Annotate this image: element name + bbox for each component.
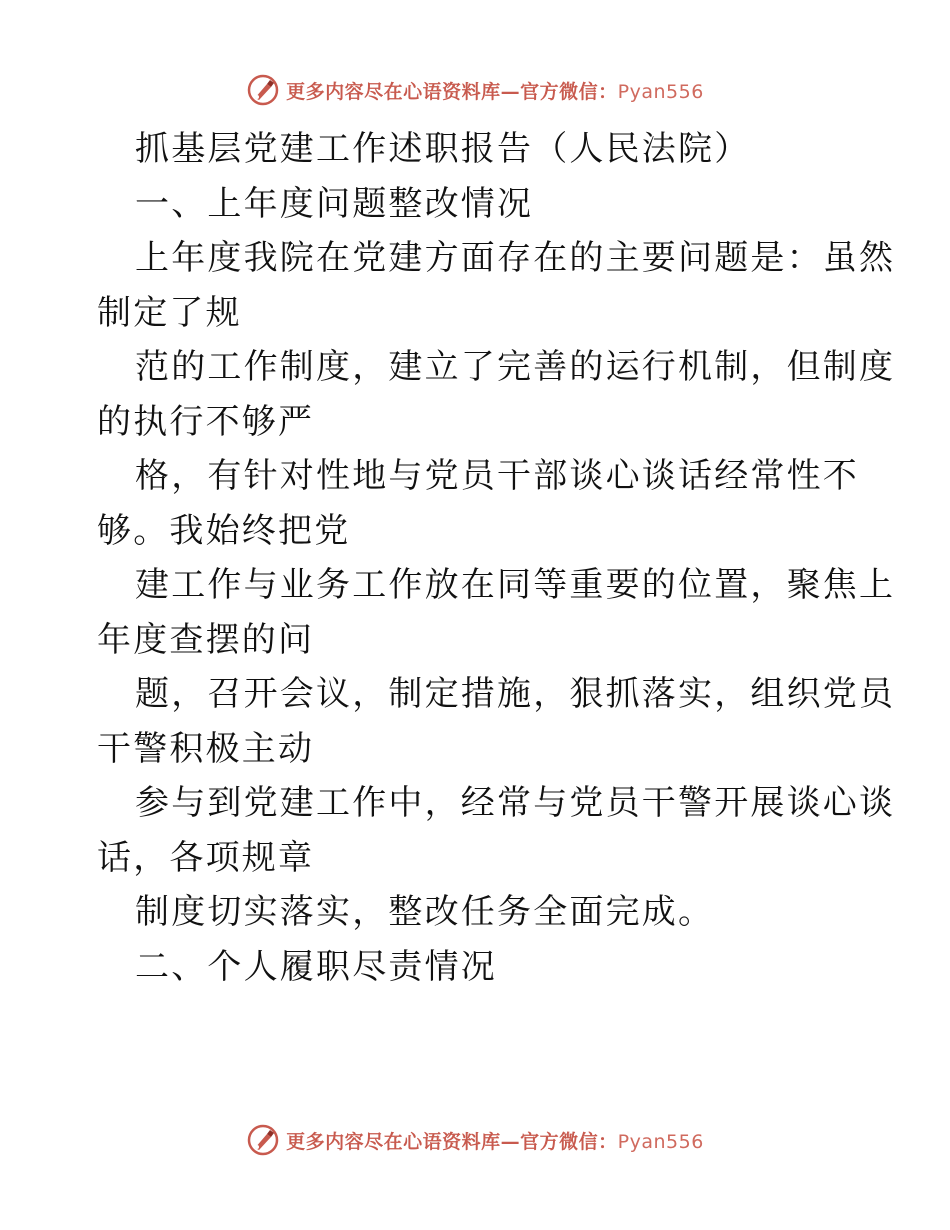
paragraph-line: 题，召开会议，制定措施，狠抓落实，组织党员: [135, 674, 896, 714]
paragraph-line: 够。我始终把党: [97, 510, 351, 551]
paragraph-line: 的执行不够严: [97, 401, 315, 442]
pen-nib-logo-icon: [246, 1123, 280, 1157]
header-wechat-id: Pyan556: [617, 80, 704, 103]
document-title: 抓基层党建工作述职报告（人民法院）: [135, 129, 751, 169]
paragraph-line: 格，有针对性地与党员干部谈心谈话经常性不: [135, 456, 859, 496]
paragraph-line: 制度切实落实，整改任务全面完成。: [135, 892, 715, 932]
paragraph-line: 干警积极主动: [97, 728, 315, 769]
footer-banner: [0, 1120, 950, 1160]
document-body: [97, 122, 896, 994]
header-banner: [0, 70, 950, 110]
footer-wechat-id: Pyan556: [617, 1130, 704, 1153]
paragraph-line: 建工作与业务工作放在同等重要的位置，聚焦上: [135, 565, 896, 605]
paragraph-line: 话，各项规章: [97, 837, 315, 878]
header-banner-text: 更多内容尽在心语资料库—官方微信：Pyan556: [286, 80, 704, 103]
section-heading: 一、上年度问题整改情况: [135, 183, 534, 224]
footer-banner-text: 更多内容尽在心语资料库—官方微信：Pyan556: [286, 1130, 704, 1153]
pen-nib-logo-icon: [246, 73, 280, 107]
paragraph-line: 参与到党建工作中，经常与党员干警开展谈心谈: [135, 783, 896, 823]
paragraph-line: 上年度我院在党建方面存在的主要问题是：虽然: [135, 238, 896, 278]
paragraph-line: 范的工作制度，建立了完善的运行机制，但制度: [135, 347, 896, 387]
paragraph-line: 年度查摆的问: [97, 619, 315, 660]
paragraph-line: 制定了规: [97, 292, 242, 333]
section-heading: 二、个人履职尽责情况: [135, 946, 497, 987]
